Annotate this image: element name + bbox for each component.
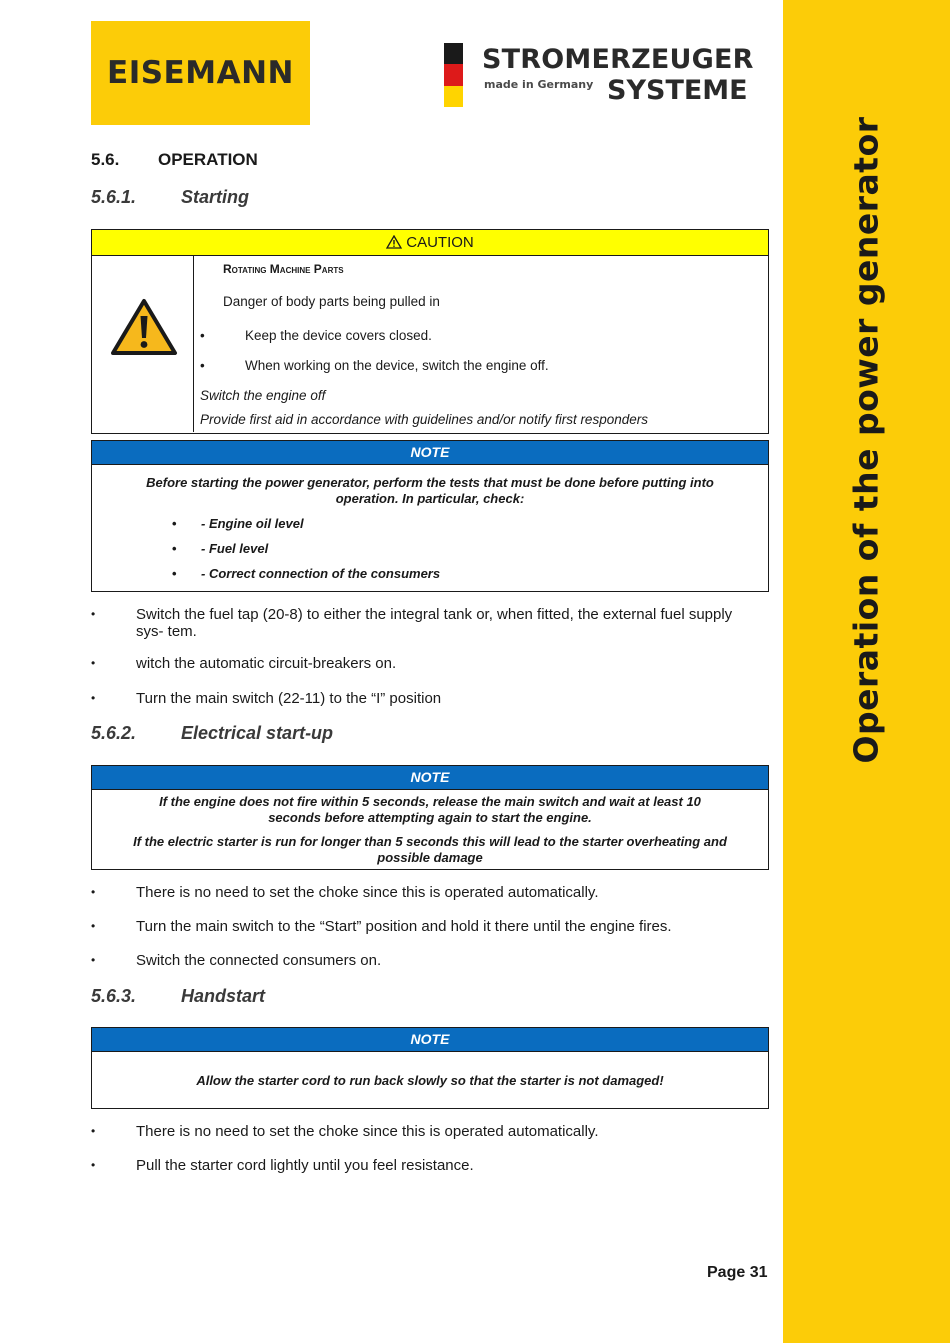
list-item: • Switch the connected consumers on. (91, 952, 382, 969)
caution-danger: Danger of body parts being pulled in (223, 294, 440, 309)
note-header: NOTE (92, 1028, 768, 1052)
note-intro: Before starting the power generator, perform the tests that must be done before putting into operation. In particular, check: (146, 475, 714, 506)
note-check-item: • - Correct connection of the consumers (172, 566, 441, 581)
list-item: • Turn the main switch to the “Start” position and hold it there until the engine fires. (91, 918, 672, 935)
list-item: • Switch the fuel tap (20-8) to either the integral tank or, when fitted, the external fuel supply sys- tem. (91, 606, 733, 640)
caution-box (91, 229, 769, 434)
german-flag-icon (444, 43, 463, 107)
warning-triangle-icon (110, 298, 178, 356)
eisemann-logo: EISEMANN (91, 21, 310, 125)
caution-bullet: • When working on the device, switch the engine off. (200, 358, 549, 373)
caution-italic-line: Switch the engine off (200, 388, 326, 403)
section-heading: 5.6. OPERATION (91, 150, 258, 169)
note-check-item: • - Fuel level (172, 541, 269, 556)
note-line: If the engine does not fire within 5 seconds, release the main switch and wait at least 10 seconds before attempting again to start the engine. (159, 794, 701, 825)
brand-tagline: made in Germany (484, 78, 594, 91)
note-header: NOTE (92, 766, 768, 790)
caution-italic-line: Provide first aid in accordance with guidelines and/or notify first responders (200, 412, 648, 427)
list-item: • witch the automatic circuit-breakers on. (91, 655, 397, 672)
note-line: Allow the starter cord to run back slowly so that the starter is not damaged! (196, 1073, 664, 1088)
subsection-heading-electrical: 5.6.2. Electrical start-up (91, 723, 334, 743)
note-header: NOTE (92, 441, 768, 465)
note-line: If the electric starter is run for longer than 5 seconds this will lead to the starter overheating and possible damage (133, 834, 727, 865)
note-box-electrical (91, 765, 769, 870)
list-item: • Pull the starter cord lightly until you feel resistance. (91, 1157, 474, 1174)
caution-header: CAUTION (92, 230, 768, 256)
caution-bullet: • Keep the device covers closed. (200, 328, 432, 343)
subsection-heading-starting: 5.6.1. Starting (91, 187, 250, 207)
note-box-starting (91, 440, 769, 592)
warning-small-icon (386, 232, 402, 257)
page-number: Page 31 (707, 1264, 768, 1281)
note-check-item: • - Engine oil level (172, 516, 304, 531)
caution-body (92, 256, 768, 432)
subsection-heading-handstart: 5.6.3. Handstart (91, 986, 266, 1006)
note-box-handstart (91, 1027, 769, 1109)
caution-heading: Rotating Machine Parts (223, 262, 344, 276)
list-item: • There is no need to set the choke since this is operated automatically. (91, 1123, 599, 1140)
list-item: • There is no need to set the choke since this is operated automatically. (91, 884, 599, 901)
brand-line-2: SYSTEME (607, 75, 748, 106)
brand-line-1: STROMERZEUGER (482, 44, 754, 75)
caution-icon-cell (92, 256, 194, 432)
list-item: • Turn the main switch (22-11) to the “I” position (91, 690, 442, 707)
